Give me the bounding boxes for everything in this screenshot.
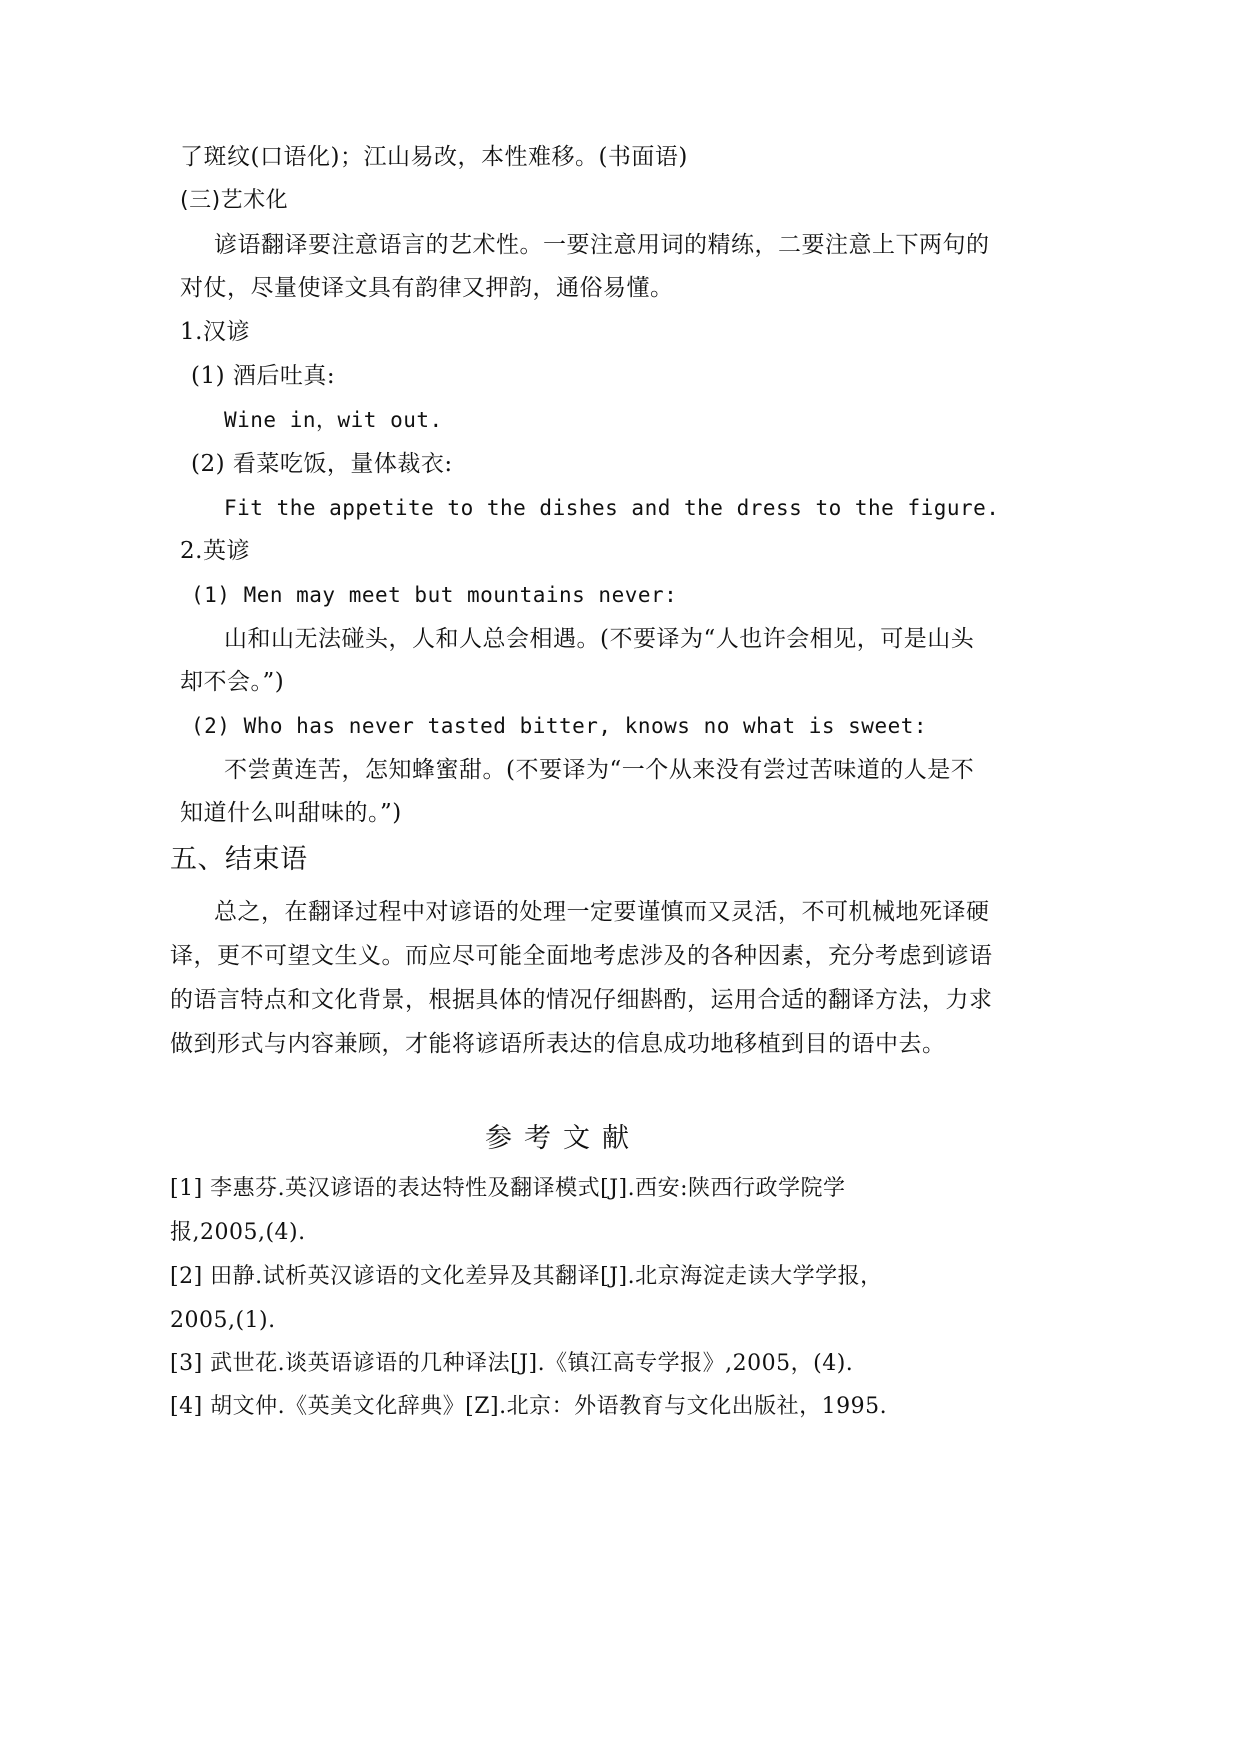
chinese-proverb-2-label: (2) 看菜吃饭，量体裁衣: xyxy=(191,451,453,477)
conclusion-heading: 五、结束语 xyxy=(170,844,308,875)
conclusion-line-4: 做到形式与内容兼顾，才能将谚语所表达的信息成功地移植到目的语中去。 xyxy=(170,1031,946,1057)
english-proverb-1-translation-line-1: 山和山无法碰头，人和人总会相遇。(不要译为“人也许会相见，可是山头 xyxy=(224,626,975,652)
reference-4: [4] 胡文仲.《英美文化辞典》[Z].北京：外语教育与文化出版社，1995. xyxy=(170,1394,888,1419)
english-proverbs-title: 2.英谚 xyxy=(180,538,250,564)
reference-2-line-1: [2] 田静.试析英汉谚语的文化差异及其翻译[J].北京海淀走读大学学报， xyxy=(170,1264,883,1289)
intro-line: 了斑纹(口语化)；江山易改，本性难移。(书面语) xyxy=(180,144,688,170)
conclusion-line-3: 的语言特点和文化背景，根据具体的情况仔细斟酌，运用合适的翻译方法，力求 xyxy=(170,987,993,1013)
section-3-paragraph-line-2: 对仗，尽量使译文具有韵律又押韵，通俗易懂。 xyxy=(180,275,674,301)
english-proverb-2-translation-line-1: 不尝黄连苦，怎知蜂蜜甜。(不要译为“一个从来没有尝过苦味道的人是不 xyxy=(224,757,975,783)
reference-2-line-2: 2005,(1). xyxy=(170,1308,276,1333)
reference-1-line-1: [1] 李惠芬.英汉谚语的表达特性及翻译模式[J].西安:陕西行政学院学 xyxy=(170,1176,846,1201)
chinese-proverb-2-translation: Fit the appetite to the dishes and the dress to the figure. xyxy=(224,496,1000,520)
chinese-proverbs-title: 1.汉谚 xyxy=(180,319,250,345)
section-3-title: (三)艺术化 xyxy=(180,188,289,213)
conclusion-line-2: 译，更不可望文生义。而应尽可能全面地考虑涉及的各种因素，充分考虑到谚语 xyxy=(170,943,993,969)
english-proverb-2-label: (2) Who has never tasted bitter, knows no what is sweet: xyxy=(191,714,928,738)
chinese-proverb-1-label: (1) 酒后吐真: xyxy=(191,363,336,389)
english-proverb-1-translation-line-2: 却不会。”) xyxy=(180,669,285,695)
english-proverb-1-label: (1) Men may meet but mountains never: xyxy=(191,583,678,607)
reference-3: [3] 武世花.谈英语谚语的几种译法[J].《镇江高专学报》,2005，(4). xyxy=(170,1351,854,1376)
section-3-paragraph-line-1: 谚语翻译要注意语言的艺术性。一要注意用词的精练，二要注意上下两句的 xyxy=(214,232,990,258)
conclusion-line-1: 总之，在翻译过程中对谚语的处理一定要谨慎而又灵活，不可机械地死译硬 xyxy=(214,899,990,925)
references-title: 参考文献 xyxy=(485,1123,641,1154)
reference-1-line-2: 报,2005,(4). xyxy=(170,1220,306,1245)
english-proverb-2-translation-line-2: 知道什么叫甜味的。”) xyxy=(180,800,402,826)
chinese-proverb-1-translation: Wine in，wit out. xyxy=(224,408,443,432)
